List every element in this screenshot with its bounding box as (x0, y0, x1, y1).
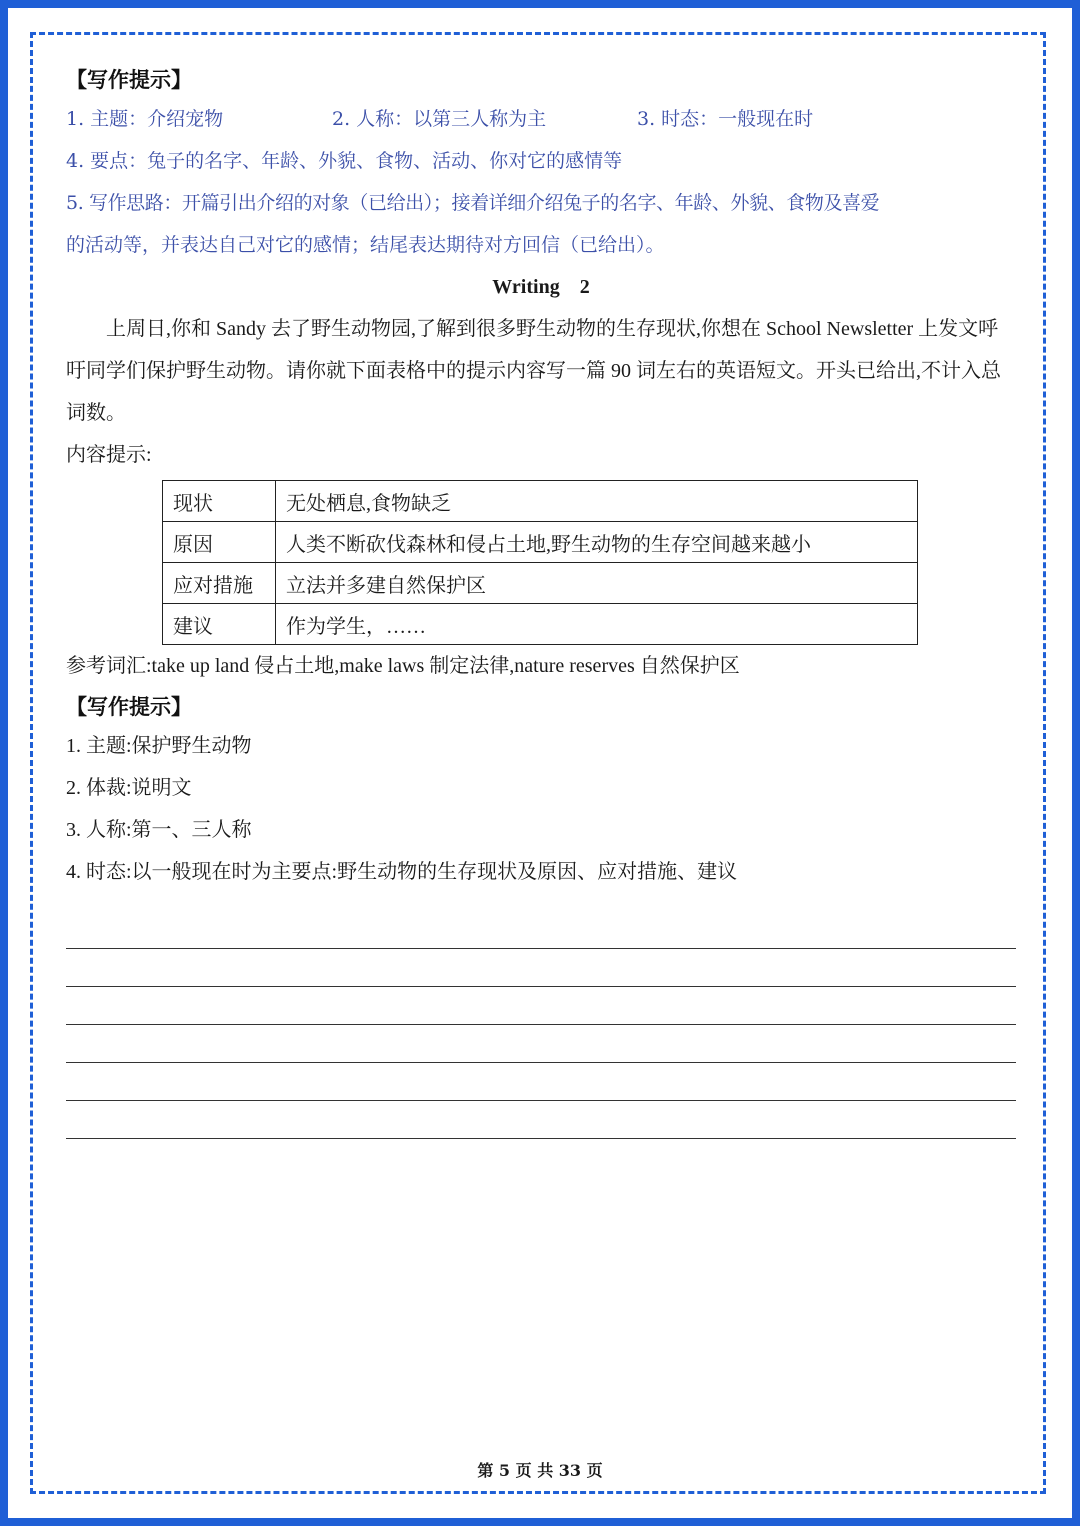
page-footer: 第 5 页 共 33 页 (477, 1461, 603, 1480)
table-key: 应对措施 (163, 563, 276, 604)
answer-lines (66, 911, 1016, 1139)
vocab-line: 参考词汇:take up land 侵占土地,make laws 制定法律,nature reserves 自然保护区 (66, 655, 740, 677)
tips1-item3: 3. 时态：一般现在时 (637, 108, 814, 130)
answer-line[interactable] (66, 1101, 1016, 1139)
table-key: 现状 (163, 481, 276, 522)
tips2-title: 【写作提示】 (66, 695, 192, 719)
tips2-item: 2. 体裁:说明文 (66, 777, 192, 799)
tips1-item5b: 的活动等，并表达自己对它的感情；结尾表达期待对方回信（已给出）。 (66, 234, 665, 256)
tips1-item5a: 5. 写作思路：开篇引出介绍的对象（已给出）；接着详细介绍兔子的名字、年龄、外貌、食物及喜爱 (66, 192, 880, 214)
hint-table (162, 480, 918, 645)
tips2-item: 4. 时态:以一般现在时为主要点:野生动物的生存现状及原因、应对措施、建议 (66, 861, 738, 883)
table-row (163, 522, 918, 563)
tips1-item4: 4. 要点：兔子的名字、年龄、外貌、食物、活动、你对它的感情等 (66, 150, 623, 172)
table-value: 立法并多建自然保护区 (276, 563, 918, 604)
content-label: 内容提示: (66, 444, 152, 466)
answer-line[interactable] (66, 949, 1016, 987)
table-row (163, 604, 918, 645)
answer-line[interactable] (66, 911, 1016, 949)
writing-prompt: 上周日,你和 Sandy 去了野生动物园,了解到很多野生动物的生存现状,你想在 School Newsletter 上发文呼吁同学们保护野生动物。请你就下面表格中的提示内容写一篇 90 词左右的英语短文。开头已给出,不计入总词数。 (66, 318, 1001, 424)
tips1-row1 (66, 98, 1016, 140)
answer-line[interactable] (66, 1025, 1016, 1063)
tips2-item: 3. 人称:第一、三人称 (66, 819, 252, 841)
tips2-item: 1. 主题:保护野生动物 (66, 735, 252, 757)
table-key: 建议 (163, 604, 276, 645)
table-value: 作为学生，…… (276, 604, 918, 645)
table-value: 无处栖息,食物缺乏 (276, 481, 918, 522)
tips1-item2: 2. 人称：以第三人称为主 (332, 108, 547, 130)
answer-line[interactable] (66, 987, 1016, 1025)
table-key: 原因 (163, 522, 276, 563)
writing-title: Writing 2 (492, 276, 590, 298)
table-value: 人类不断砍伐森林和侵占土地,野生动物的生存空间越来越小 (276, 522, 918, 563)
tips1-title: 【写作提示】 (66, 68, 192, 92)
answer-line[interactable] (66, 1063, 1016, 1101)
table-row (163, 481, 918, 522)
tips1-item1: 1. 主题：介绍宠物 (66, 108, 224, 130)
table-row (163, 563, 918, 604)
page-content (66, 62, 1016, 1139)
